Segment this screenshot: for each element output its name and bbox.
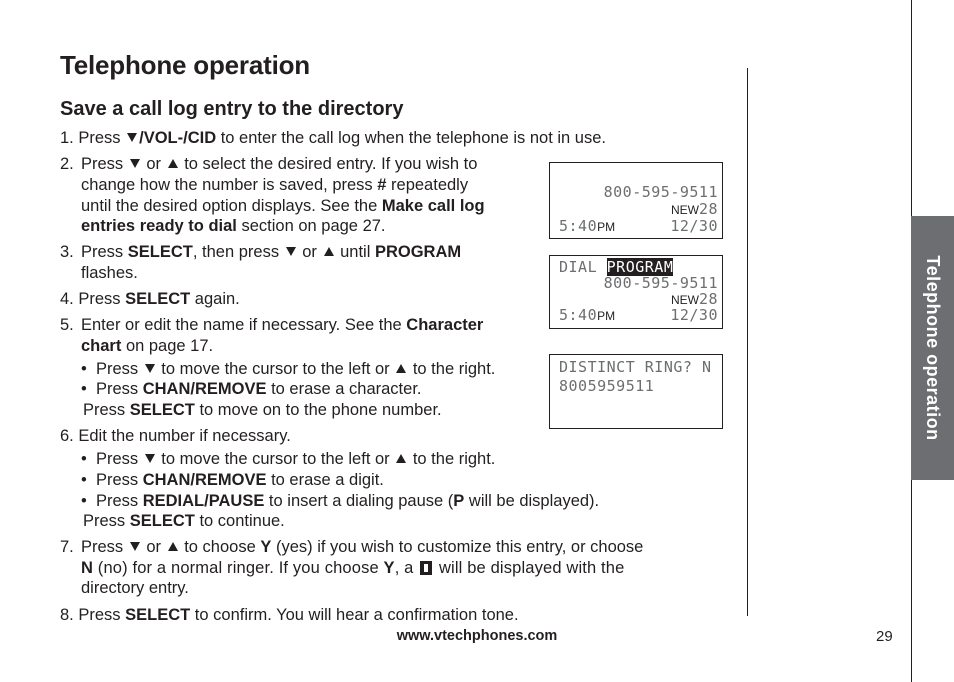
side-tab-label: Telephone operation — [923, 255, 943, 441]
lcd-phone-number: 800-595-9511 — [603, 183, 718, 201]
step-3-line-1: Press SELECT, then press or until PROGRAM — [81, 243, 462, 261]
down-arrow-icon — [145, 454, 155, 463]
lcd-screen-program — [549, 255, 723, 329]
down-arrow-icon — [286, 247, 296, 256]
step-7-line-2: N (no) for a normal ringer. If you choose Y, a will be displayed with the — [81, 559, 625, 577]
step-6-note: Press SELECT to continue. — [83, 512, 285, 530]
step-number: 1. — [60, 129, 74, 147]
step-5-bullet-1: • Press to move the cursor to the left or to the right. — [81, 360, 496, 378]
lcd-date: 12/30 — [670, 306, 718, 324]
lcd-distinct-ring-line: DISTINCT RING? N — [559, 358, 712, 376]
up-arrow-icon — [168, 542, 178, 551]
lcd-number-line: 8005959511 — [559, 377, 655, 395]
lcd-screen-call-log — [549, 162, 723, 239]
step-5-line-2: chart on page 17. — [81, 337, 214, 355]
step-2-line-2: change how the number is saved, press # repeatedly — [81, 176, 469, 194]
step-6: 6. Edit the number if necessary. — [60, 427, 291, 445]
down-arrow-icon — [130, 542, 140, 551]
step-5-number: 5. — [60, 316, 74, 334]
step-7-line-1: Press or to choose Y (yes) if you wish to customize this entry, or choose — [81, 538, 644, 556]
lcd-screen-distinct-ring — [549, 354, 723, 429]
step-5-line-1: Enter or edit the name if necessary. See the Character — [81, 316, 484, 334]
up-arrow-icon — [396, 454, 406, 463]
page-number: 29 — [876, 628, 893, 645]
down-arrow-icon — [130, 159, 140, 168]
down-arrow-icon — [145, 364, 155, 373]
lcd-program-highlight: PROGRAM — [606, 258, 674, 276]
section-title: Save a call log entry to the directory — [60, 98, 404, 120]
step-5-bullet-2: • Press CHAN/REMOVE to erase a character. — [81, 380, 422, 398]
step-6-bullet-3: • Press REDIAL/PAUSE to insert a dialing pause (P will be displayed). — [81, 492, 600, 510]
step-7-number: 7. — [60, 538, 74, 556]
step-1: 1. Press /VOL-/CID to enter the call log when the telephone is not in use. — [60, 129, 606, 147]
step-7-line-3: directory entry. — [81, 579, 189, 597]
footer-url: www.vtechphones.com — [396, 628, 558, 644]
up-arrow-icon — [396, 364, 406, 373]
up-arrow-icon — [324, 247, 334, 256]
step-5-note: Press SELECT to move on to the phone number. — [83, 401, 442, 419]
lcd-time: 5:40PM — [559, 306, 616, 324]
step-3-number: 3. — [60, 243, 74, 261]
lcd-menu-line: DIAL PROGRAM — [559, 258, 674, 276]
lcd-new-count: NEW28 — [670, 290, 718, 308]
step-2-line-4: entries ready to dial section on page 27. — [81, 217, 386, 235]
up-arrow-icon — [168, 159, 178, 168]
lcd-phone-number: 800-595-9511 — [603, 274, 718, 292]
step-8: 8. Press SELECT to confirm. You will hear a confirmation tone. — [60, 606, 519, 624]
directory-entry-icon — [420, 561, 432, 575]
lcd-new-count: NEW28 — [670, 200, 718, 218]
step-2-line-1: Press or to select the desired entry. If you wish to — [81, 155, 478, 173]
page-title: Telephone operation — [60, 50, 310, 80]
column-divider — [747, 68, 748, 616]
step-6-bullet-1: • Press to move the cursor to the left or to the right. — [81, 450, 496, 468]
step-6-bullet-2: • Press CHAN/REMOVE to erase a digit. — [81, 471, 384, 489]
lcd-date: 12/30 — [670, 217, 718, 235]
side-tab — [911, 216, 954, 480]
step-4: 4. Press SELECT again. — [60, 290, 240, 308]
down-arrow-icon — [127, 133, 137, 142]
step-3-line-2: flashes. — [81, 264, 138, 282]
step-2-line-3: until the desired option displays. See the Make call log — [81, 197, 485, 215]
step-2-number: 2. — [60, 155, 74, 173]
lcd-time: 5:40PM — [559, 217, 616, 235]
